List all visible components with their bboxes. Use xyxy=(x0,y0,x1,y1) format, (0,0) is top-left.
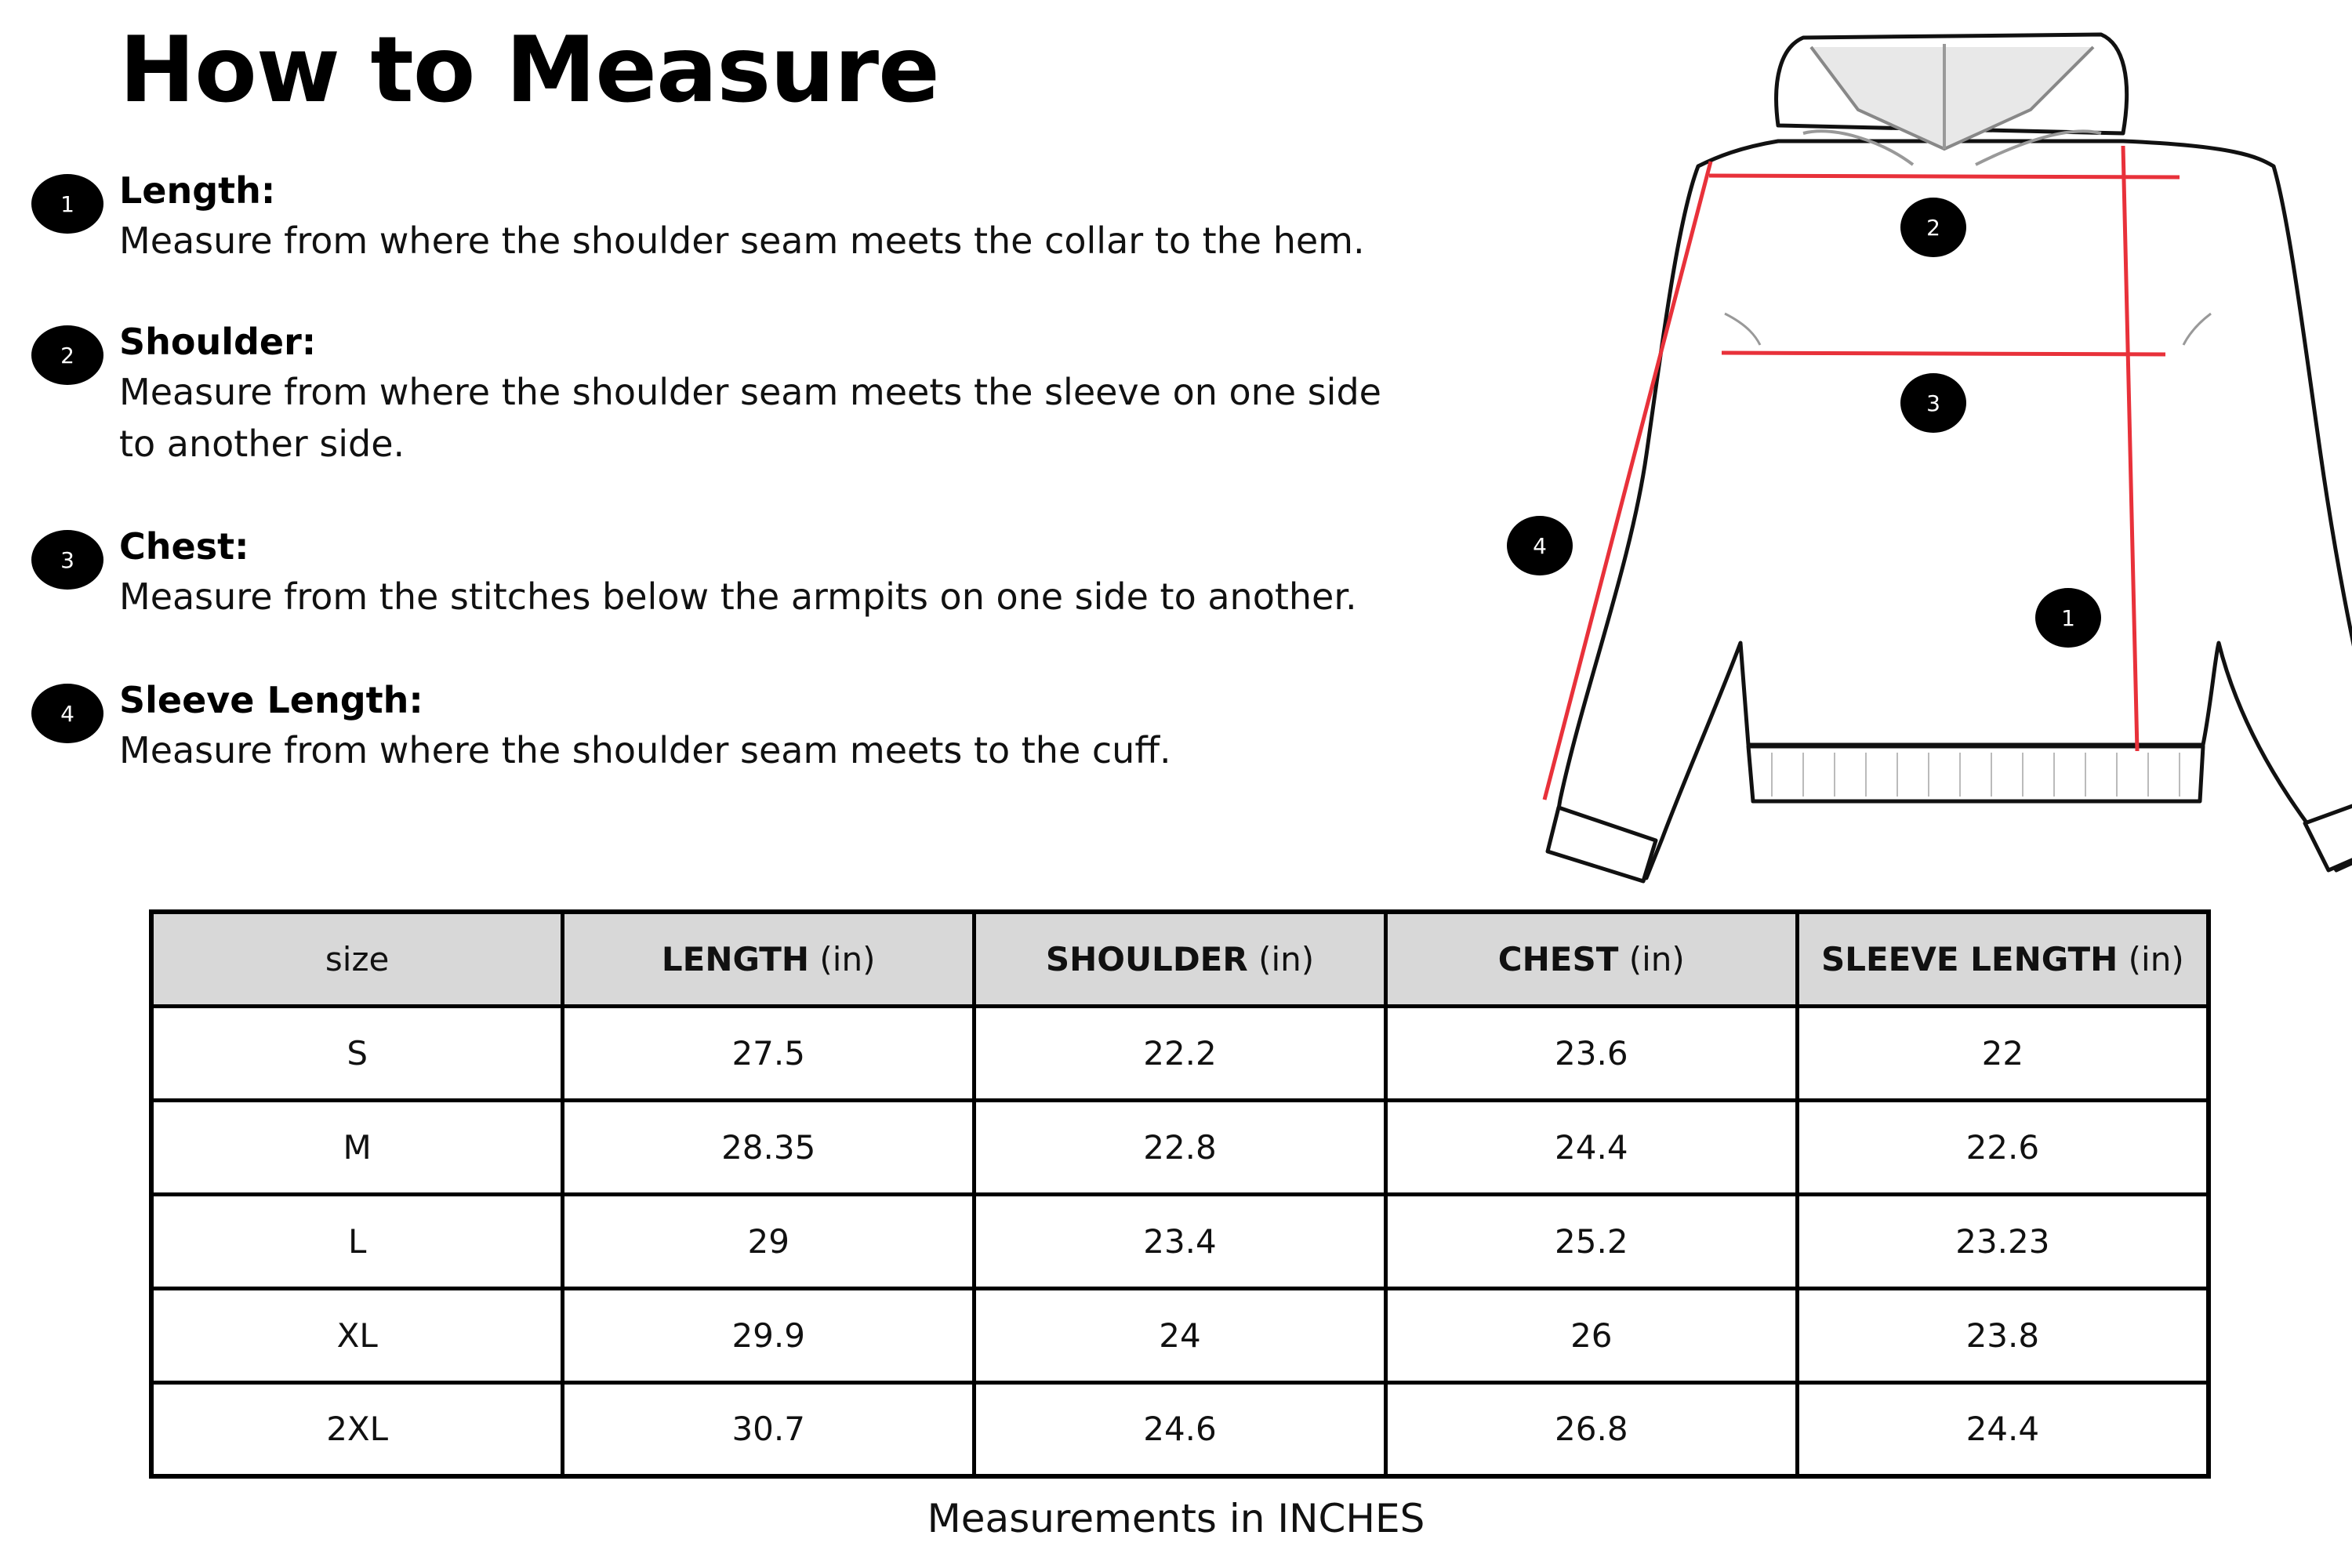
table-cell: 22.8 xyxy=(975,1100,1386,1194)
table-cell: 23.6 xyxy=(1385,1006,1797,1100)
header-shoulder: SHOULDER (in) xyxy=(975,912,1386,1006)
hoodie-illustration xyxy=(1490,16,2352,894)
page-title: How to Measure xyxy=(119,17,939,123)
table-row xyxy=(151,1382,2209,1476)
table-cell: 24.6 xyxy=(975,1382,1386,1476)
table-cell: XL xyxy=(151,1288,563,1382)
header-sleeve-length: SLEEVE LENGTH (in) xyxy=(1797,912,2209,1006)
step-number-badge: 4 xyxy=(31,684,103,743)
chest-line xyxy=(1722,353,2165,354)
size-chart-table xyxy=(149,909,2211,1479)
table-header-row xyxy=(151,912,2209,1006)
step-text xyxy=(119,166,1468,267)
table-cell: 28.35 xyxy=(563,1100,975,1194)
step-title: Shoulder: xyxy=(119,321,317,363)
step-number-badge: 1 xyxy=(31,174,103,234)
table-cell: 2XL xyxy=(151,1382,563,1476)
table-row xyxy=(151,1194,2209,1288)
table-row xyxy=(151,1006,2209,1100)
step-description: Measure from where the shoulder seam meets the collar to the hem. xyxy=(119,220,1365,262)
step-number-badge: 3 xyxy=(31,530,103,590)
shoulder-line xyxy=(1709,176,2180,177)
step-description: Measure from where the shoulder seam meets to the cuff. xyxy=(119,729,1171,771)
step-text xyxy=(119,522,1468,622)
step-description: to another side. xyxy=(119,423,405,465)
table-cell: 22.2 xyxy=(975,1006,1386,1100)
step-description: Measure from the stitches below the armpits on one side to another. xyxy=(119,575,1357,618)
step-title: Sleeve Length: xyxy=(119,679,423,721)
table-row xyxy=(151,1288,2209,1382)
table-cell: 30.7 xyxy=(563,1382,975,1476)
table-cell: 23.23 xyxy=(1797,1194,2209,1288)
step-description: Measure from where the shoulder seam meets the sleeve on one side xyxy=(119,371,1381,413)
header-size: size xyxy=(151,912,563,1006)
table-cell: 27.5 xyxy=(563,1006,975,1100)
chest-marker-badge: 3 xyxy=(1900,373,1966,433)
table-cell: 25.2 xyxy=(1385,1194,1797,1288)
table-cell: 26 xyxy=(1385,1288,1797,1382)
table-row xyxy=(151,1100,2209,1194)
table-cell: L xyxy=(151,1194,563,1288)
step-number-badge: 2 xyxy=(31,325,103,385)
table-cell: 29.9 xyxy=(563,1288,975,1382)
table-cell: 24.4 xyxy=(1797,1382,2209,1476)
table-cell: M xyxy=(151,1100,563,1194)
header-chest: CHEST (in) xyxy=(1385,912,1797,1006)
shoulder-marker-badge: 2 xyxy=(1900,198,1966,257)
length-marker-badge: 1 xyxy=(2035,588,2101,648)
table-cell: 29 xyxy=(563,1194,975,1288)
table-cell: 26.8 xyxy=(1385,1382,1797,1476)
step-title: Length: xyxy=(119,169,276,212)
header-length: LENGTH (in) xyxy=(563,912,975,1006)
step-title: Chest: xyxy=(119,525,249,568)
table-cell: 23.4 xyxy=(975,1194,1386,1288)
table-cell: 24 xyxy=(975,1288,1386,1382)
table-cell: S xyxy=(151,1006,563,1100)
sleeve-marker-badge: 4 xyxy=(1507,516,1573,575)
hoodie-drawing xyxy=(1490,16,2352,894)
table-cell: 22.6 xyxy=(1797,1100,2209,1194)
table-cell: 22 xyxy=(1797,1006,2209,1100)
table-cell: 23.8 xyxy=(1797,1288,2209,1382)
units-footnote: Measurements in INCHES xyxy=(927,1496,1425,1541)
step-text xyxy=(119,676,1468,776)
step-text xyxy=(119,318,1468,470)
table-cell: 24.4 xyxy=(1385,1100,1797,1194)
